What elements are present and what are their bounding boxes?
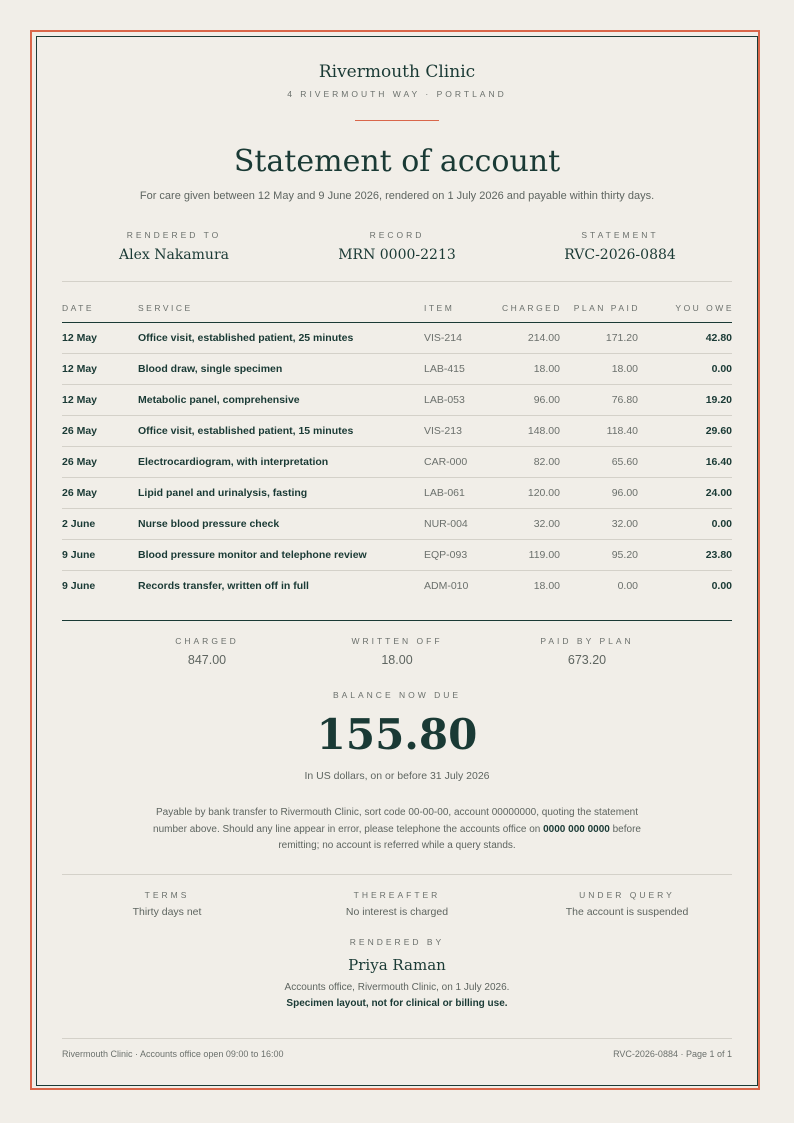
specimen-disclaimer: Specimen layout, not for clinical or billing use. (286, 998, 508, 1009)
col-header-item: ITEM (424, 303, 455, 313)
accent-divider (355, 120, 439, 121)
row-you-owe: 0.00 (711, 363, 732, 375)
rendered-to-value: Alex Nakamura (119, 247, 229, 263)
row-service: Metabolic panel, comprehensive (138, 394, 300, 406)
row-service: Electrocardiogram, with interpretation (138, 456, 329, 468)
row-plan-paid: 0.00 (617, 580, 638, 592)
row-plan-paid: 32.00 (611, 518, 638, 530)
row-item: ADM-010 (424, 580, 469, 592)
payment-text-before: Payable by bank transfer to Rivermouth Clinic, sort code 00-00-00, account 00000000, quoting the statement number above. Should any line appear in error, please telephone the accounts office on (153, 807, 638, 835)
table-row (62, 385, 732, 416)
row-you-owe: 0.00 (711, 518, 732, 530)
row-charged: 214.00 (527, 332, 560, 344)
row-item: NUR-004 (424, 518, 468, 530)
row-item: VIS-213 (424, 425, 462, 437)
row-plan-paid: 76.80 (611, 394, 638, 406)
summary-written-off-value: 18.00 (381, 653, 413, 667)
row-item: VIS-214 (424, 332, 462, 344)
row-service: Office visit, established patient, 15 minutes (138, 425, 354, 437)
rendered-by-label: RENDERED BY (349, 937, 445, 947)
row-service: Lipid panel and urinalysis, fasting (138, 487, 308, 499)
row-item: LAB-061 (424, 487, 465, 499)
row-item: LAB-415 (424, 363, 465, 375)
row-item: EQP-093 (424, 549, 468, 561)
table-row (62, 354, 732, 385)
row-charged: 18.00 (533, 580, 560, 592)
row-service: Records transfer, written off in full (138, 580, 309, 592)
row-date: 12 May (62, 363, 98, 375)
row-charged: 148.00 (527, 425, 560, 437)
payment-instructions (140, 805, 654, 855)
row-charged: 120.00 (527, 487, 560, 499)
rendered-to-label: RENDERED TO (126, 230, 222, 240)
row-you-owe: 19.20 (705, 394, 732, 406)
summary-paid-by-plan-label: PAID BY PLAN (540, 636, 634, 646)
record-label: RECORD (369, 230, 425, 240)
payment-text-after: before remitting; no account is referred while a query stands. (278, 823, 641, 851)
table-row (62, 571, 732, 602)
page-title: Statement of account (233, 144, 561, 179)
row-you-owe: 29.60 (705, 425, 732, 437)
row-you-owe: 16.40 (705, 456, 732, 468)
row-service: Blood draw, single specimen (138, 363, 283, 375)
row-plan-paid: 18.00 (611, 363, 638, 375)
col-header-you-owe: YOU OWE (675, 303, 734, 313)
row-plan-paid: 118.40 (606, 425, 638, 437)
statement-subtitle: For care given between 12 May and 9 June 2026, rendered on 1 July 2026 and payable within thirty days. (139, 190, 655, 202)
row-plan-paid: 96.00 (611, 487, 638, 499)
thereafter-label: THEREAFTER (353, 890, 441, 900)
terms-divider (62, 874, 732, 875)
row-date: 2 June (62, 518, 96, 530)
table-row (62, 540, 732, 571)
col-header-service: SERVICE (138, 303, 193, 313)
footer-left: Rivermouth Clinic · Accounts office open 09:00 to 16:00 (62, 1049, 284, 1059)
row-date: 9 June (62, 549, 96, 561)
balance-label: BALANCE NOW DUE (332, 690, 462, 700)
row-you-owe: 24.00 (705, 487, 732, 499)
col-header-charged: CHARGED (501, 303, 562, 313)
thereafter-value: No interest is charged (345, 906, 449, 918)
footer-divider (62, 1038, 732, 1039)
row-you-owe: 23.80 (705, 549, 732, 561)
row-date: 9 June (62, 580, 96, 592)
statement-label: STATEMENT (581, 230, 659, 240)
row-charged: 18.00 (533, 363, 560, 375)
row-charged: 96.00 (533, 394, 560, 406)
row-charged: 119.00 (528, 549, 560, 561)
row-you-owe: 0.00 (711, 580, 732, 592)
under-query-value: The account is suspended (565, 906, 689, 918)
balance-amount: 155.80 (316, 710, 478, 759)
row-item: CAR-000 (424, 456, 468, 468)
record-value: MRN 0000-2213 (338, 247, 456, 263)
table-row (62, 509, 732, 540)
table-row (62, 323, 732, 354)
table-row (62, 416, 732, 447)
row-plan-paid: 95.20 (611, 549, 638, 561)
under-query-label: UNDER QUERY (579, 890, 675, 900)
summary-paid-by-plan-value: 673.20 (567, 653, 607, 667)
row-charged: 82.00 (533, 456, 560, 468)
row-plan-paid: 65.60 (611, 456, 638, 468)
clinic-address: 4 RIVERMOUTH WAY · PORTLAND (287, 89, 507, 99)
signatory-line: Accounts office, Rivermouth Clinic, on 1 July 2026. (284, 982, 510, 993)
col-header-plan-paid: PLAN PAID (573, 303, 640, 313)
statement-value: RVC-2026-0884 (564, 247, 676, 263)
row-item: LAB-053 (424, 394, 465, 406)
col-header-date: DATE (62, 303, 95, 313)
row-service: Blood pressure monitor and telephone review (138, 549, 367, 561)
summary-charged-value: 847.00 (187, 653, 227, 667)
summary-charged-label: CHARGED (175, 636, 239, 646)
row-date: 12 May (62, 332, 98, 344)
row-charged: 32.00 (533, 518, 560, 530)
meta-divider (62, 281, 732, 282)
row-date: 26 May (62, 487, 98, 499)
balance-note: In US dollars, on or before 31 July 2026 (304, 770, 490, 782)
row-service: Office visit, established patient, 25 minutes (138, 332, 354, 344)
clinic-name: Rivermouth Clinic (318, 62, 476, 82)
row-date: 12 May (62, 394, 98, 406)
terms-label: TERMS (144, 890, 190, 900)
summary-written-off-label: WRITTEN OFF (351, 636, 443, 646)
row-date: 26 May (62, 425, 98, 437)
row-date: 26 May (62, 456, 98, 468)
terms-value: Thirty days net (132, 906, 202, 918)
row-you-owe: 42.80 (705, 332, 732, 344)
signatory-name: Priya Raman (348, 956, 446, 974)
row-plan-paid: 171.20 (605, 332, 638, 344)
table-bottom-rule (62, 620, 732, 621)
table-row (62, 478, 732, 509)
row-service: Nurse blood pressure check (138, 518, 280, 530)
table-row (62, 447, 732, 478)
footer-right: RVC-2026-0884 · Page 1 of 1 (613, 1049, 732, 1059)
accounts-phone: 0000 000 0000 (543, 823, 610, 835)
